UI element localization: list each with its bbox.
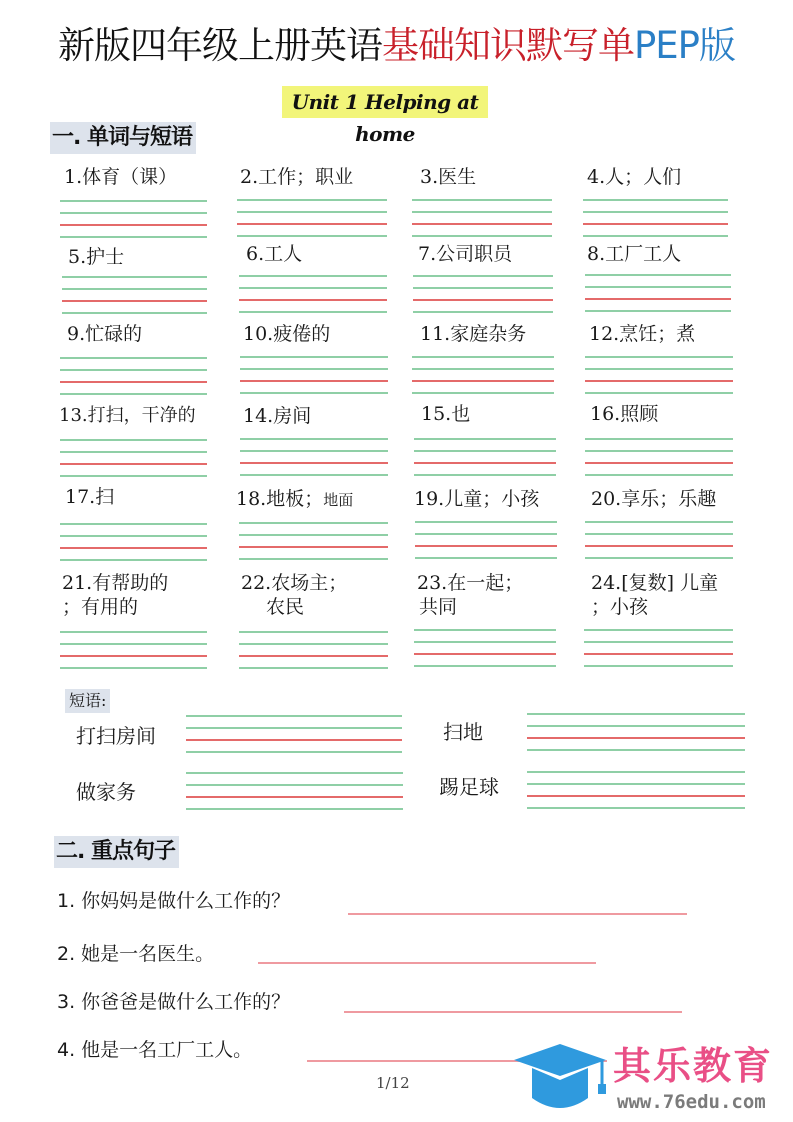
writing-lines[interactable]	[583, 199, 728, 237]
writing-lines[interactable]	[584, 629, 733, 667]
title-subject: 基础知识默写单	[381, 24, 634, 67]
word-label-line2: ；小孩	[591, 596, 649, 618]
sentence-prompt: 1. 你妈妈是做什么工作的？	[57, 890, 291, 912]
word-label-main: 18.地板；	[236, 488, 324, 510]
word-label-line2: ；有用的	[62, 596, 139, 618]
word-label	[236, 487, 353, 512]
section-heading-vocab: 一. 单词与短语	[50, 122, 196, 154]
phrase-label: 踢足球	[439, 775, 499, 799]
writing-lines[interactable]	[414, 629, 556, 667]
brand-name: 其乐教育	[613, 1044, 774, 1088]
word-label: 7.公司职员	[418, 243, 513, 265]
answer-line[interactable]	[258, 962, 596, 964]
word-label: 13.打扫，干净的	[59, 405, 196, 426]
writing-lines[interactable]	[60, 523, 207, 561]
brand-url: www.76edu.com	[617, 1091, 766, 1113]
word-label: 9.忙碌的	[67, 323, 143, 345]
writing-lines[interactable]	[239, 631, 388, 669]
answer-line[interactable]	[344, 1011, 682, 1013]
word-label-line2: 共同	[419, 596, 458, 618]
section-heading-sentences: 二. 重点句子	[54, 836, 179, 868]
word-label: 10.疲倦的	[243, 323, 331, 345]
word-label: 19.儿童；小孩	[414, 488, 540, 510]
word-label: 4.人；人们	[587, 166, 682, 188]
word-label: 22.农场主；	[241, 572, 348, 594]
writing-lines[interactable]	[527, 771, 745, 809]
writing-lines[interactable]	[60, 631, 207, 669]
title-edition: PEP版	[633, 24, 735, 67]
phrase-label: 做家务	[76, 780, 136, 804]
writing-lines[interactable]	[585, 438, 733, 476]
writing-lines[interactable]	[585, 521, 733, 559]
word-label: 6.工人	[246, 243, 303, 265]
phrase-label: 扫地	[443, 720, 483, 744]
word-label: 15.也	[421, 403, 471, 425]
writing-lines[interactable]	[240, 356, 388, 394]
writing-lines[interactable]	[412, 199, 552, 237]
word-label: 1.体育（课）	[64, 166, 178, 188]
word-label: 21.有帮助的	[62, 572, 169, 594]
writing-lines[interactable]	[239, 522, 388, 560]
writing-lines[interactable]	[412, 356, 554, 394]
writing-lines[interactable]	[585, 356, 733, 394]
sentence-prompt: 4. 他是一名工厂工人。	[57, 1039, 253, 1061]
word-label: 16.照顾	[590, 403, 659, 425]
writing-lines[interactable]	[60, 200, 207, 238]
sentence-prompt: 3. 你爸爸是做什么工作的？	[57, 991, 291, 1013]
phrase-label: 打扫房间	[76, 724, 156, 748]
word-label: 24.[复数] 儿童	[591, 572, 719, 594]
word-label-small: 地面	[323, 491, 354, 509]
graduation-cap-icon	[512, 1042, 612, 1116]
word-label: 5.护士	[68, 246, 125, 268]
word-label: 2.工作；职业	[240, 166, 354, 188]
writing-lines[interactable]	[186, 715, 402, 753]
writing-lines[interactable]	[413, 275, 553, 313]
word-label: 8.工厂工人	[587, 243, 682, 265]
writing-lines[interactable]	[240, 438, 388, 476]
writing-lines[interactable]	[60, 357, 207, 395]
page-number: 1/12	[376, 1074, 410, 1092]
sentence-prompt: 2. 她是一名医生。	[57, 943, 215, 965]
writing-lines[interactable]	[527, 713, 745, 751]
writing-lines[interactable]	[239, 275, 387, 313]
writing-lines[interactable]	[585, 274, 731, 312]
title-grade: 新版四年级上册英语	[57, 24, 382, 67]
word-label-line2: 农民	[266, 596, 305, 618]
word-label: 14.房间	[243, 405, 312, 427]
document-title	[0, 22, 793, 70]
word-label: 20.享乐；乐趣	[591, 488, 717, 510]
writing-lines[interactable]	[415, 521, 557, 559]
word-label: 12.烹饪；煮	[589, 323, 696, 345]
phrases-tag: 短语:	[65, 689, 110, 713]
word-label: 23.在一起；	[417, 572, 524, 594]
unit-title: Unit 1 Helping at home	[282, 86, 488, 118]
writing-lines[interactable]	[60, 439, 207, 477]
word-label: 3.医生	[420, 166, 477, 188]
answer-line[interactable]	[348, 913, 687, 915]
writing-lines[interactable]	[62, 276, 207, 314]
word-label: 17.扫	[65, 486, 115, 508]
writing-lines[interactable]	[237, 199, 387, 237]
writing-lines[interactable]	[186, 772, 403, 810]
word-label: 11.家庭杂务	[420, 323, 527, 345]
writing-lines[interactable]	[414, 438, 556, 476]
